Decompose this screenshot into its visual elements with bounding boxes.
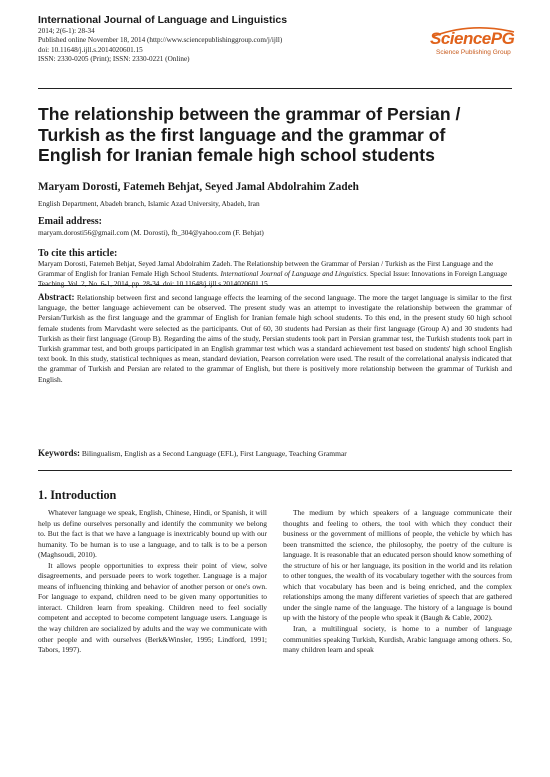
logo-wordmark: SciencePG bbox=[430, 29, 515, 48]
paragraph: Whatever language we speak, English, Chinese, Hindi, or Spanish, it will help us define ourselves personally and identify the community we belong to. But the fact is that we have a language is inextricably bound up with our humanity. To be human is to use a language, and to talk is to be a person (Maghsoudi, 2010). bbox=[38, 508, 267, 560]
citation-main: Maryam Dorosti, Fatemeh Behjat, Seyed Jamal Abdolrahim Zadeh. The Relationship between the Grammar of Persian / Turkish as the First Language and the Grammar of English for Iranian Female High School Students. bbox=[38, 260, 494, 278]
cite-label: To cite this article: bbox=[38, 248, 118, 259]
doi-info: doi: 10.11648/j.ijll.s.2014020601.15 bbox=[38, 45, 143, 54]
journal-name: International Journal of Language and Linguistics bbox=[38, 14, 288, 26]
published-info: Published online November 18, 2014 (http://www.sciencepublishinggroup.com/j/ijll) bbox=[38, 36, 283, 45]
logo-swoosh-icon bbox=[432, 26, 516, 38]
keywords-text: Bilingualism, English as a Second Language (EFL), First Language, Teaching Grammar bbox=[81, 449, 347, 458]
paragraph: It allows people opportunities to express their point of view, solve disagreements, and persuade peers to work together. Language is a major means of influencing thinking and behavior of another person or one's own. For language to expand, children need to be given many opportunities to interact. Children learn from speaking. Children need to feel socially competent and accepted to become competent language users. Language is the way children are socialized by adults and the way we communicate with other people and with ourselves (Berk&Winsler, 1995; Lindford, 1991; Tabors, 1997). bbox=[38, 560, 267, 655]
publisher-logo bbox=[430, 30, 518, 74]
paragraph: Iran, a multilingual society, is home to a number of language communities speaking Turkish, Kurdish, Arabic language among others. So, many children learn and speak bbox=[283, 624, 512, 655]
body-column-right bbox=[283, 508, 512, 656]
keywords-bottom-rule bbox=[38, 470, 512, 471]
keywords-label: Keywords: bbox=[38, 448, 80, 458]
body-column-left bbox=[38, 508, 267, 656]
abstract-label: Abstract: bbox=[38, 292, 75, 302]
section-heading-introduction: 1. Introduction bbox=[38, 488, 117, 502]
email-section bbox=[38, 216, 512, 238]
article-authors: Maryam Dorosti, Fatemeh Behjat, Seyed Jamal Abdolrahim Zadeh bbox=[38, 181, 359, 193]
abstract bbox=[38, 292, 512, 385]
author-affiliation: English Department, Abadeh branch, Islamic Azad University, Abadeh, Iran bbox=[38, 199, 260, 208]
abstract-text: Relationship between first and second language effects the learning of the second language. The more the target language is similar to the first language, the better language achievement can be observed. The present study was an attempt to investigate the relationship between the grammar of Persian/Turkish as the first language and the grammar of English for Iranian female high school students. To this end, in the present study 60 high school female students from Marvdasht were selected as the participants. Out of 60, 30 students had Persian as their first language (Group A) and 30 students had Turkish as their first language (Group B). Regarding the aims of the study, Persian students took part in Persian grammar test, the Turkish students took part in Turkish grammar test, and both groups participated in an English grammar test which was a standard achievement test based on students' high school English text book. In this study, statistical techniques as mean, standard deviation, Pearson correlation were used. The result of the correlational analysis indicated that the grammar of Turkish and Persian are related to the grammar of English, but there is positively more relationship between the grammar of Turkish and English. bbox=[38, 293, 512, 384]
citation-tail: Special Issue: Innovations in Foreign Language Teaching. Vol. 2, No. 6-1, 2014, pp. 28-34. doi: 10.11648/j.ijll.s.2014020601.15 bbox=[38, 269, 508, 288]
article-title: The relationship between the grammar of Persian / Turkish as the first language and the grammar of English for Iranian female high school students bbox=[38, 104, 461, 165]
issue-info: 2014; 2(6-1): 28-34 bbox=[38, 27, 95, 35]
abstract-top-rule bbox=[38, 285, 512, 286]
keywords bbox=[38, 448, 512, 459]
paragraph: The medium by which speakers of a language communicate their thoughts and feeling to others, the tool with which they conduct their business or the government of millions of people, the vehicle by which has been transmitted the science, the philosophy, the poetry of the culture is language. It is reasonable that an educated person should know something of the structure of his or her language, its position in the world and its relation to other tongues, the wealth of its vocabulary together with the sources from which that vocabulary has been and is being enriched, and the complex relationships among the many different varieties of speech that are gathered under the single name of the language. The history of a language is bound up with the history of the people who speak it (Baugh & Cable, 2002). bbox=[283, 508, 512, 623]
issn-info: ISSN: 2330-0205 (Print); ISSN: 2330-0221 (Online) bbox=[38, 55, 190, 64]
header-rule bbox=[38, 88, 512, 89]
email-addresses: maryam.dorosti56@gmail.com (M. Dorosti), fb_304@yahoo.com (F. Behjat) bbox=[38, 228, 264, 237]
citation-section bbox=[38, 248, 512, 289]
citation-journal: International Journal of Language and Linguistics. bbox=[220, 269, 369, 278]
logo-subtext: Science Publishing Group bbox=[436, 49, 511, 56]
email-label: Email address: bbox=[38, 216, 102, 227]
